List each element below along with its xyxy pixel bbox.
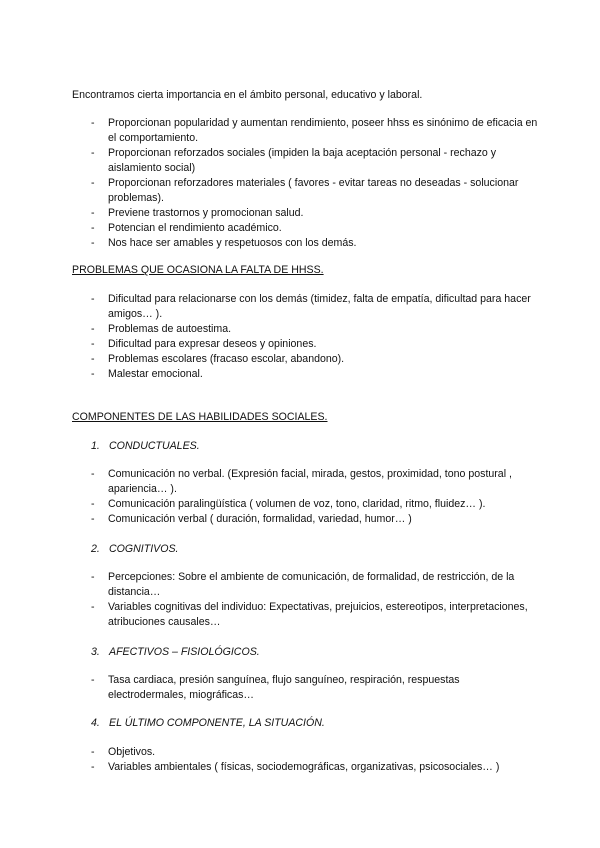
section-heading-cognitivos: 2. COGNITIVOS. xyxy=(91,543,179,555)
list-item: - Previene trastornos y promocionan salud. xyxy=(91,207,304,219)
list-item: - Percepciones: Sobre el ambiente de comunicación, de formalidad, de restricción, de la distancia… xyxy=(91,571,515,598)
list-item: - Potencian el rendimiento académico. xyxy=(91,222,282,234)
bullet-dash: - xyxy=(91,571,95,583)
bullet-dash: - xyxy=(91,177,95,189)
afectivos-list xyxy=(0,673,600,703)
situacion-list xyxy=(0,745,559,775)
list-item: - Malestar emocional. xyxy=(91,368,203,380)
cognitivos-list xyxy=(0,570,600,630)
bullet-dash: - xyxy=(91,601,95,613)
list-item: - Proporcionan popularidad y aumentan rendimiento, poseer hhss es sinónimo de eficacia en el comportamiento. xyxy=(91,117,538,144)
bullet-dash: - xyxy=(91,293,95,305)
bullet-dash: - xyxy=(91,147,95,159)
list-item: - Tasa cardiaca, presión sanguínea, flujo sanguíneo, respiración, respuestas electrodermales, miográficas… xyxy=(91,674,460,701)
bullet-dash: - xyxy=(91,353,95,365)
bullet-dash: - xyxy=(91,674,95,686)
bullet-dash: - xyxy=(91,761,95,773)
components-heading: COMPONENTES DE LAS HABILIDADES SOCIALES. xyxy=(72,411,328,423)
bullet-dash: - xyxy=(91,207,95,219)
problems-heading: PROBLEMAS QUE OCASIONA LA FALTA DE HHSS. xyxy=(72,264,324,276)
list-item: - Dificultad para relacionarse con los demás (timidez, falta de empatía, dificultad para hacer amigos… ). xyxy=(91,293,531,320)
conductuales-list xyxy=(0,467,600,527)
list-item: - Comunicación paralingüística ( volumen de voz, tono, claridad, ritmo, fluidez… ). xyxy=(91,498,486,510)
section-heading-afectivos: 3. AFECTIVOS – FISIOLÓGICOS. xyxy=(91,646,260,658)
list-item: - Problemas escolares (fracaso escolar, abandono). xyxy=(91,353,345,365)
intro-paragraph: Encontramos cierta importancia en el ámbito personal, educativo y laboral. xyxy=(72,89,423,101)
list-item: - Dificultad para expresar deseos y opiniones. xyxy=(91,338,317,350)
bullet-dash: - xyxy=(91,513,95,525)
list-item: - Comunicación verbal ( duración, formalidad, variedad, humor… ) xyxy=(91,513,412,525)
bullet-dash: - xyxy=(91,237,95,249)
bullet-dash: - xyxy=(91,468,95,480)
list-item: - Objetivos. xyxy=(91,746,156,758)
list-item: - Nos hace ser amables y respetuosos con los demás. xyxy=(91,237,357,249)
bullet-dash: - xyxy=(91,368,95,380)
bullet-dash: - xyxy=(91,498,95,510)
problems-list xyxy=(0,292,600,382)
benefits-list xyxy=(0,116,600,251)
bullet-dash: - xyxy=(91,117,95,129)
bullet-dash: - xyxy=(91,222,95,234)
section-heading-situacion: 4. EL ÚLTIMO COMPONENTE, LA SITUACIÓN. xyxy=(91,717,325,729)
list-item: - Proporcionan reforzados sociales (impiden la baja aceptación personal - rechazo y aislamiento social) xyxy=(91,147,497,174)
list-item: - Proporcionan reforzadores materiales ( favores - evitar tareas no deseadas - solucionar problemas). xyxy=(91,177,519,204)
list-item: - Variables cognitivas del individuo: Expectativas, prejuicios, estereotipos, interpretaciones, atribuciones causales… xyxy=(91,601,528,628)
section-heading-conductuales: 1. CONDUCTUALES. xyxy=(91,440,200,452)
bullet-dash: - xyxy=(91,338,95,350)
bullet-dash: - xyxy=(91,323,95,335)
bullet-dash: - xyxy=(91,746,95,758)
list-item: - Variables ambientales ( físicas, sociodemográficas, organizativas, psicosociales… ) xyxy=(91,761,500,773)
list-item: - Comunicación no verbal. (Expresión facial, mirada, gestos, proximidad, tono postural , apariencia… ). xyxy=(91,468,512,495)
list-item: - Problemas de autoestima. xyxy=(91,323,232,335)
